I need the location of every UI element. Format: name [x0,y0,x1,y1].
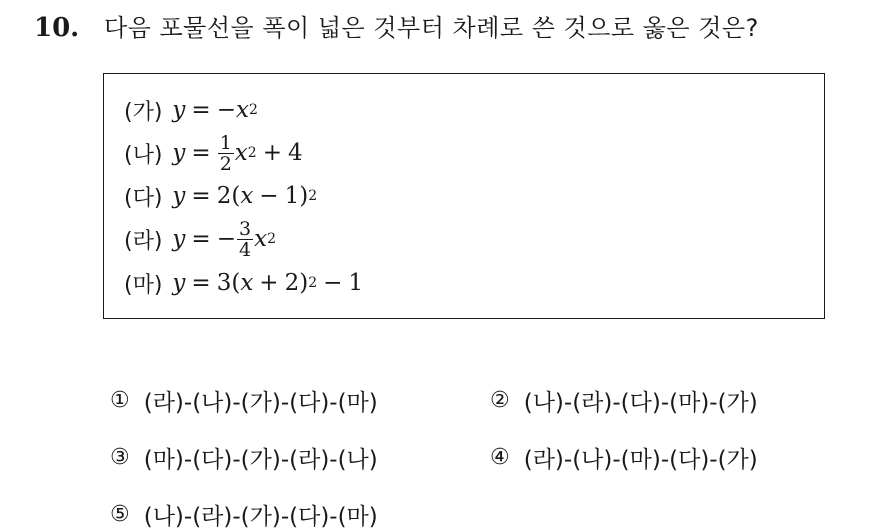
equals-sign: = [191,97,211,123]
constant: 1) [284,183,309,209]
equals-sign: = [191,140,211,166]
choice-number: ③ [110,444,130,470]
choice-text: (나)-(라)-(다)-(마)-(가) [523,389,758,416]
equation-da: (다) y = 2( x − 1) 2 [124,176,317,216]
equation-ra: (라) y = − $\frac{3}{4}$ x 2 [124,217,276,261]
choice-number: ④ [490,444,510,470]
choice-3[interactable] [110,441,378,473]
equation-label: (마) [124,272,163,298]
equation-ga: (가) y = − x 2 [124,90,258,130]
equation-na: (나) y = $\frac{1}{2}$ x 2 + 4 [124,131,303,175]
minus-sign: − [323,270,343,296]
plus-sign: + [262,140,282,166]
choice-4[interactable] [490,441,758,473]
var-y: y [172,183,186,209]
equation-label: (나) [124,142,163,168]
choice-text: (라)-(나)-(가)-(다)-(마) [143,389,378,416]
minus-sign: − [216,226,236,252]
var-y: y [172,226,186,252]
fraction [218,133,234,174]
plus-sign: + [259,270,279,296]
var-x: x [235,97,249,123]
var-y: y [172,140,186,166]
coefficient: 2( [216,183,241,209]
var-x: x [240,270,254,296]
constant: 1 [348,270,364,296]
equals-sign: = [191,270,211,296]
equation-label: (라) [124,228,163,254]
constant: 4 [287,140,303,166]
minus-sign: − [216,97,236,123]
choice-number: ⑤ [110,501,130,527]
var-y: y [172,270,186,296]
equals-sign: = [191,183,211,209]
fraction-numerator: 3 [238,217,252,240]
var-x: x [254,226,268,252]
equation-ma: (마) y = 3( x + 2) 2 − 1 [124,263,363,303]
var-y: y [172,97,186,123]
equation-label: (가) [124,99,163,125]
var-x: x [240,183,254,209]
choice-text: (라)-(나)-(마)-(다)-(가) [523,446,758,473]
coefficient: 3( [216,270,241,296]
fraction-denominator: 4 [238,238,252,261]
choice-number: ① [110,387,130,413]
equals-sign: = [191,226,211,252]
choice-5[interactable] [110,498,378,530]
equation-label: (다) [124,185,163,211]
fraction-denominator: 2 [219,152,232,175]
choice-2[interactable] [490,384,758,416]
choice-1[interactable] [110,384,378,416]
question-text: 다음 포물선을 폭이 넓은 것부터 차례로 쓴 것으로 옳은 것은? [104,14,759,42]
minus-sign: − [259,183,279,209]
fraction-numerator: 1 [219,131,232,154]
choice-number: ② [490,387,510,413]
choice-text: (마)-(다)-(가)-(라)-(나) [143,446,378,473]
fraction [237,219,253,260]
constant: 2) [284,270,309,296]
choice-text: (나)-(라)-(가)-(다)-(마) [143,503,378,530]
var-x: x [234,140,248,166]
question-number: 10. [34,13,80,43]
